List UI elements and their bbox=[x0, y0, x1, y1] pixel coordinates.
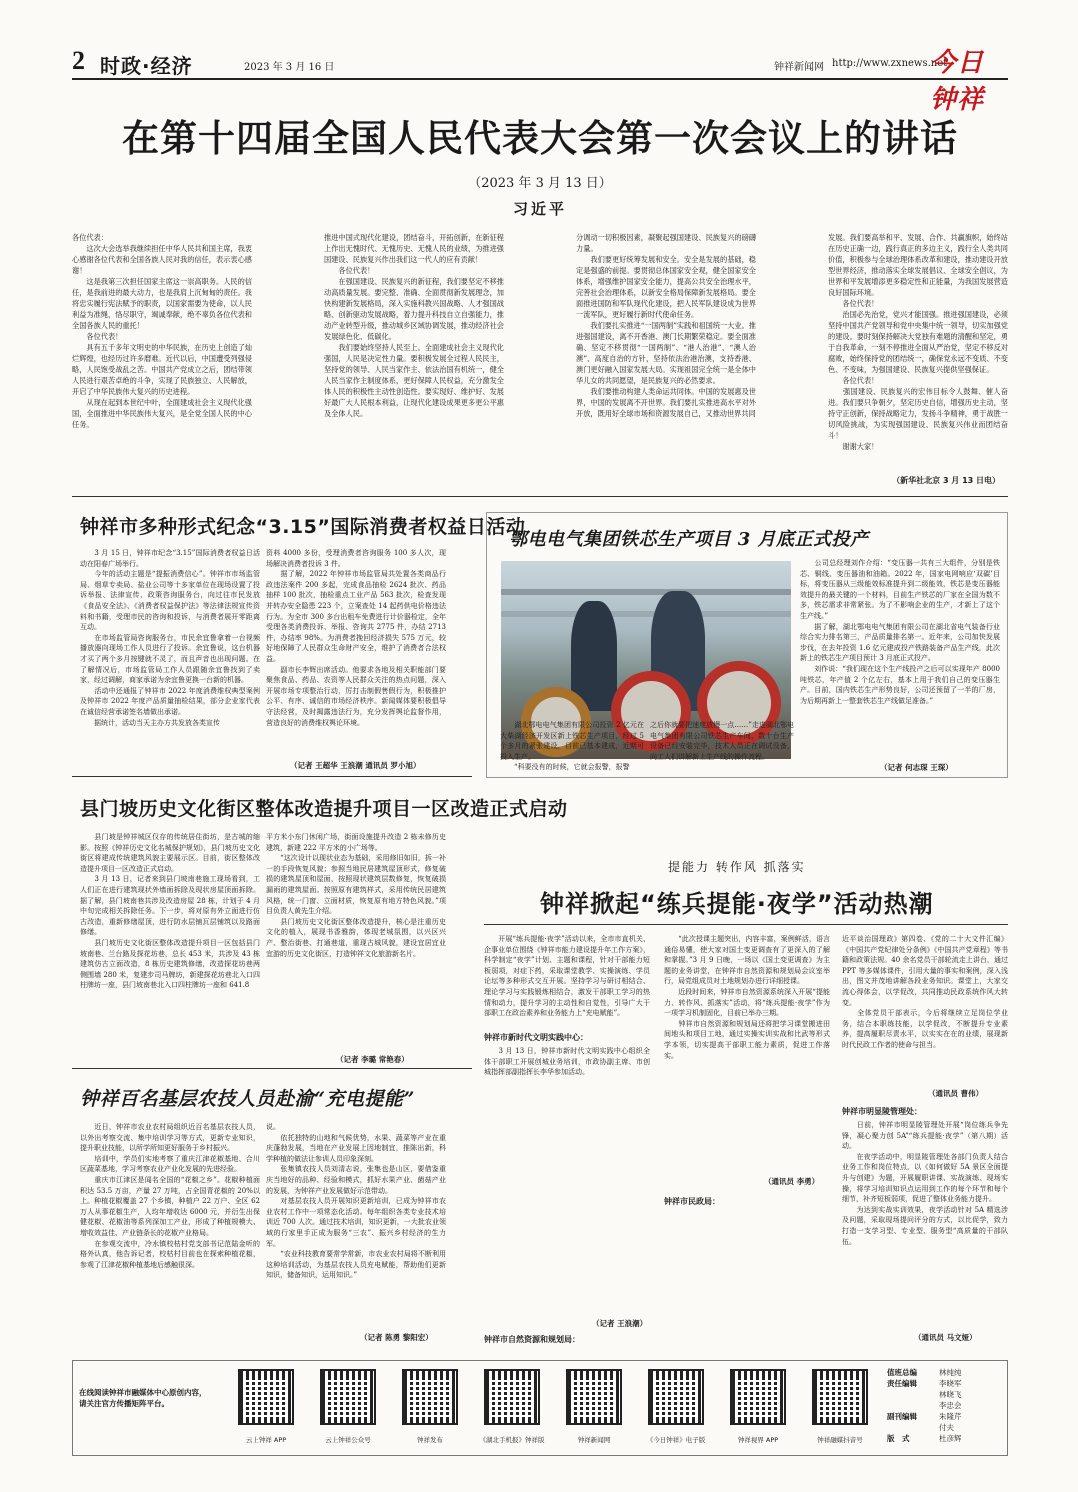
staff-row bbox=[887, 1422, 1005, 1433]
subsection-credit: （通讯员 曹伟） bbox=[928, 1089, 984, 1098]
staff-name: 李忠会 bbox=[939, 1401, 962, 1410]
masthead bbox=[72, 44, 1008, 115]
section-title: 时政·经济 bbox=[100, 54, 193, 78]
staff-list bbox=[887, 1367, 1005, 1444]
staff-row bbox=[887, 1389, 1005, 1400]
paragraph: 在夜学活动中，明显陵管理处各部门负责人结合业务工作和岗位特点，以《如何做好 5A 景区全面提升与创建》为题，开展履职讲课、实战演练、现场实操，将学习培训知识点运用到工作的每个环节和每个细节，补齐短板弱项，促进了整体业务能力提升。 bbox=[842, 1152, 1008, 1204]
paragraph: 这是我第三次担任国家主席这一崇高职务。人民的信任，是我前进的最大动力，也是我肩上沉甸甸的责任。我将忠实履行宪法赋予的职责，以国家需要为使命，以人民利益为准绳，恪尽职守，竭诚奉献，绝不辜负各位代表和全国各族人民的重托！ bbox=[72, 277, 252, 330]
paragraph: 我们要扎实推进“一国两制”实践和祖国统一大业。推进强国建设，离不开香港、澳门长期繁荣稳定。要全面准确、坚定不移贯彻“一国两制”、“港人治港”、“澳人治澳”、高度自治的方针，坚持依法治港治澳，支持香港、澳门更好融入国家发展大局。实现祖国完全统一是全体中华儿女的共同愿望，是民族复兴的必然要求。 bbox=[576, 321, 756, 385]
lead-column bbox=[828, 232, 1008, 488]
subsection-title: 钟祥市明显陵管理处： bbox=[842, 1107, 922, 1116]
lead-author: 习近平 bbox=[512, 200, 567, 218]
qr-code[interactable] bbox=[238, 1369, 294, 1425]
paragraph: 3 月 13 日，钟祥市新时代文明实践中心组织全体干部职工开展创城业务培训，市政协副主席、市创城指挥部副指挥长李华参加活动。 bbox=[484, 1047, 650, 1077]
staff-row bbox=[887, 1400, 1005, 1411]
paragraph: 在参观交流中，冷水镇校枯村党支部书记范陆金听的格外认真，他告诉记者，校枯村目前也在探索种植花椒，参观了江津花椒种植基地后感触很深。 bbox=[80, 1239, 260, 1269]
feature-column bbox=[842, 1120, 1008, 1328]
paragraph: 重庆市江津区是闻名全国的“花椒之乡”。花椒种植面积达 53.5 万亩，产量 27 万吨，占全国青花椒的 20%以上。种植花椒覆盖 27 个乡镇，种植户 22 万户、全区 62 万人从事花椒生产，人均年增收达 6000 元，并衍生出保健花椒、花椒油等系列深加工产业，形成了种植规模大、增收效益佳、产业链条长的花椒产业格局。 bbox=[80, 1175, 260, 1237]
qr-label: 钟祥新闻网 bbox=[577, 1436, 611, 1444]
paragraph: 资料 4000 多份，受理消费者咨询服务 100 多人次，现场解决消费者投诉 3 件。 bbox=[266, 549, 446, 568]
paragraph: 各位代表！ bbox=[828, 376, 879, 385]
qr-label: 钟祥融媒抖音号 bbox=[817, 1436, 863, 1444]
staff-row bbox=[887, 1378, 1005, 1389]
paragraph: 治国必先治党，党兴才能国强。推进强国建设，必须坚持中国共产党领导和党中央集中统一领导，切实加强党的建设。要时刻保持解决大党独有难题的清醒和坚定，勇于自我革命，一刻不停推进全面从严治党，坚定不移反对腐败，始终保持党的团结统一，确保党永远不变质、不变色、不变味，为强国建设、民族复兴提供坚强保证。 bbox=[828, 310, 1008, 374]
paragraph: 副市长李辉出席活动。他要求各地及相关职能部门要聚焦食品、药品、农资等人民群众关注的热点问题，深入开展市场专项整治行动，厉打击制假售假行为，积极推护公平、有序、诚信的市场经济秩序。新闻媒体要积极倡导守法经营，及时揭露违法行为，充分发挥舆论监督作用，营造良好的消费维权舆论环境。 bbox=[266, 665, 446, 727]
paragraph: 对基层农技人员开展知识更新培训，已成为钟祥市农业农村工作中一项常态化活动。每年组织各类专业技术培训近 700 人次。通过技术培训，知识更新，一大批农业领域的行家里手正成为服务“三农”、振兴乡村经济的生力军。 bbox=[266, 1197, 446, 1248]
qr-label: 钟祥发布 bbox=[417, 1436, 443, 1444]
paragraph: 县门坡是钟祥城区仅存的传统居住街坊，是古城的缩影。按照《钟祥历史文化名城保护规划》，县门坡历史文化街区将建成传统建筑风貌主要展示区。目前，街区整体改造提升项目一区改造正式启动。 bbox=[80, 833, 260, 873]
paragraph: 强国建设、民族复兴的宏伟目标令人鼓舞、催人奋进。我们要只争朝夕，坚定历史自信，增强历史主动，坚持守正创新，保持战略定力，发扬斗争精神，勇于战胜一切风险挑战，为实现强国建设、民族复兴伟业而团结奋斗！ bbox=[828, 387, 1008, 440]
paragraph: 推进中国式现代化建设，团结奋斗，开拓创新，在新征程上作出无愧时代、无愧历史、无愧人民的业绩，为推进强国建设、民族复兴作出我们这一代人的应有贡献！ bbox=[324, 233, 504, 264]
agri-column bbox=[266, 1122, 446, 1330]
subsection-credit: （通讯员 马文娅） bbox=[914, 1333, 977, 1342]
qr-code[interactable] bbox=[484, 1369, 540, 1425]
paragraph: 近平谈治国理政》第四卷、《党的二十大文件汇编》《中国共产党纪律处分条例》《中国共产党章程》等书籍和政策法规。40 余名党员干部轮流走上讲台，通过 PPT 等多媒体课件，引用大量的事实和案例，深入浅出，图文并茂地讲解各段业务知识。课堂上，大家交流心得体会，以学促改，共同推动民政系统作风大转变。 bbox=[842, 935, 1008, 1007]
staff-name: 李晓军 bbox=[939, 1379, 962, 1388]
lead-body bbox=[72, 232, 1008, 490]
lead-headline: 在第十四届全国人民代表大会第一次会议上的讲话 bbox=[122, 117, 958, 160]
paragraph: 公司总经理刘作介绍：“变压器一共有三大组件，分别是铁芯、铜线、变压器油和油箱。2022 年，国家电网响应‘双碳’目标，将变压器从三级能效标准提升到二级能效，铁芯是变压器能效提升的最关键的一个材料，目前生产铁芯的厂家在全国为数不多，铁芯需求非常紧张。为了不影响企业的生产，才新上了这个生产线。” bbox=[800, 559, 1000, 620]
staff-name: 林纯纯 bbox=[939, 1368, 962, 1377]
paragraph: 具有五千多年文明史的中华民族，在历史上创造了灿烂辉煌，也经历过许多磨难。近代以后，中国遭受列强侵略，人民饱受战乱之苦。中国共产党成立之后，团结带领人民进行艰苦卓绝的斗争，实现了民族独立、人民解放，开启了中华民族伟大复兴的历史进程。 bbox=[72, 343, 252, 396]
feature-column bbox=[664, 1210, 830, 1340]
paragraph: 平方米小东门休闲广场，街面设施提升改造 2 栋未修历史建筑，新建 222 平方米的小广场等。 bbox=[266, 833, 446, 852]
staff-row bbox=[887, 1411, 1005, 1422]
paragraph: 刘作说：“我们现在这个生产线投产之后可以实现年产 8000 吨铁芯，年产值 2 个亿左右，基本上用于我们自己的变压器生产。目前，国内铁芯生产形势良好，公司还预留了一半的厂房，为后期再新上一整套铁芯生产线做足准备。” bbox=[800, 664, 1000, 705]
paragraph: 日前，钟祥市明显陵管理处开展“岗位练兵争先锋，凝心聚力创 5A”“练兵提能·夜学”（第八期）活动。 bbox=[842, 1121, 1008, 1151]
consumer-column bbox=[80, 548, 260, 752]
divider bbox=[72, 496, 1008, 497]
heritage-credit: （记者 李璐 常艳春） bbox=[336, 1055, 409, 1064]
feature-kicker: 提能力 转作风 抓落实 bbox=[668, 860, 806, 874]
staff-name: 付夫 bbox=[939, 1423, 954, 1432]
paragraph: 各位代表： bbox=[72, 233, 108, 242]
ezhou-credit: （记者 何志琛 王琛） bbox=[880, 763, 953, 772]
lead-date-line: （2023 年 3 月 13 日） bbox=[468, 176, 612, 191]
footer-qr-panel bbox=[72, 1360, 1008, 1456]
subsection-title: 钟祥市自然资源和规划局： bbox=[484, 1335, 580, 1344]
subsection-title: 钟祥市民政局： bbox=[664, 1197, 720, 1206]
subsection-credit: （通讯员 李勇） bbox=[764, 1177, 820, 1186]
staff-name: 朱隆芹 bbox=[939, 1412, 962, 1421]
qr-label: 钟祥视界 APP bbox=[737, 1436, 779, 1444]
agri-headline: 钟祥百名基层农技人员赴渝“充电提能” bbox=[80, 1088, 415, 1110]
consumer-column bbox=[266, 548, 446, 752]
paragraph: 全体党员干部表示，今后将继续立足岗位学业务，结合本职练技能，以学促改，不断提升专业素养，提高履职尽责水平，以实实在在的业绩，展现新时代民政工作者的使命与担当。 bbox=[842, 1009, 1008, 1049]
qr-code[interactable] bbox=[730, 1369, 786, 1425]
issue-date: 2023 年 3 月 16 日 bbox=[244, 62, 335, 73]
agri-credit: （记者 陈勇 黎阳宏） bbox=[360, 1333, 433, 1342]
paragraph: 发展。我们要高举和平、发展、合作、共赢旗帜，始终站在历史正确一边，践行真正的多边主义，践行全人类共同价值，积极参与全球治理体系改革和建设，推动建设开放型世界经济，推动落实全球发展倡议、全球安全倡议，为世界和平发展增添更多稳定性和正能量，为我国发展营造良好国际环境。 bbox=[828, 233, 1008, 297]
paragraph: 3 月 13 日，记者来到县门坡南巷施工现场看到，工人们正在进行建筑现状外墙面拆除及现状房屋顶面拆除。据了解，县门坡南巷共涉及改造房屋 28 栋，计划于 4 月中旬完成相关拆除任务。下一步，将对原有外立面进行仿古改造，重新修缮屋顶，进行防水层铺瓦层铺筑以及路面修缮。 bbox=[80, 875, 260, 937]
feature-column bbox=[842, 934, 1008, 1084]
staff-role: 责任编辑 bbox=[887, 1379, 917, 1388]
qr-label: 云上钟祥 APP bbox=[245, 1436, 287, 1444]
staff-role: 副刊编辑 bbox=[887, 1412, 917, 1421]
subsection-credit: （记者 王浪潮） bbox=[592, 1319, 648, 1328]
paragraph: 据了解，湖北鄂电电气集团有限公司在湖北省电气装备行业综合实力排名第三，产品质量排名第一。近年来，公司加快发展步伐，在去年投资 1.6 亿元建成投产铁路装备产品生产线，此次新上的铁芯生产项目预计 3 月底正式投产。 bbox=[800, 622, 1000, 663]
qr-label: 《湖北手机报》钟祥版 bbox=[479, 1436, 545, 1444]
divider bbox=[72, 1068, 472, 1069]
paragraph: 之后你就要把速度放慢一点……”走进湖北鄂电电气集团有限公司铁芯生产车间，数十台生产设备已经安装完毕，技术人员正在调试设备，向工人们讲解新上生产线的操作流程。 bbox=[650, 721, 794, 761]
staff-name: 杜彦辉 bbox=[939, 1434, 962, 1443]
paragraph: 据了解，2022 年钟祥市场监管局共处置各类商品行政违法案件 200 多起，完成食品抽检 2624 批次、药品抽样 100 批次，抽检重点工业产品 563 批次，检查发现并转办安全隐患 223 个，立案查处 14 起药供电价格违法行为。为全市 300 多台出租车免费进行计价器检定，全年受理各类消费投诉、举报、咨询共 2775 件，办结 2713 件，办结率 98%。为消费者挽回经济损失 575 万元，较好地保障了人民群众生命财产安全，维护了消费者合法权益。 bbox=[266, 570, 446, 663]
footer-notice: 在线阅读钟祥市融媒体中心原创内容，请关注官方传播矩阵平台。 bbox=[79, 1388, 207, 1408]
paragraph: 说。 bbox=[266, 1123, 280, 1131]
paragraph: 县门坡历史文化街区整体改造提升项目一区包括县门坡南巷、兰台路及探花坊巷，总长 453 米，共涉及 43 栋建筑仿古立面改造，8 栋历史建筑修缮，改造探花坊巷两侧围墙 280 米，复建步司马牌坊，新建探花坊巷北入口四柱牌坊一座，县门坡南巷北入口四柱牌坊一座和 641.8 bbox=[80, 938, 260, 990]
heritage-column bbox=[266, 832, 446, 1050]
paragraph: 我们要推动构建人类命运共同体。中国的发展惠及世界，中国的发展离不开世界。我们要扎实推进高水平对外开放，既用好全球市场和资源发展自己，又推动世界共同 bbox=[576, 387, 756, 418]
qr-code[interactable] bbox=[320, 1369, 376, 1425]
feature-column bbox=[484, 1046, 650, 1316]
staff-row bbox=[887, 1433, 1005, 1444]
paragraph: 湖北鄂电电气集团有限公司投资 2 亿元在大柴湖经济开发区新上铁芯生产项目，经过 5 个多月的紧张建设，目前已基本建成，近期可投入生产。 bbox=[500, 721, 644, 761]
paragraph: 各位代表！ bbox=[72, 332, 123, 341]
paragraph: “此次授课主题突出，内容丰富，案例鲜活，语言通俗易懂，使大家对国土变更调查有了更深入的了解和掌握。”3 月 9 日晚，一场以《国土变更调查》为主题的业务讲堂，在钟祥市自然资源和规划局会议室举行，局党组成员对土地规划办进行详细授课。 bbox=[664, 935, 830, 986]
paragraph: 我们要始终坚持人民至上。全面建成社会主义现代化强国，人民是决定性力量。要积极发展全过程人民民主，坚持党的领导、人民当家作主、依法治国有机统一，健全人民当家作主制度体系，更好保障人民权益，充分激发全体人民的积极性主动性创造性。要实现好、维护好、发展好最广大人民根本利益，让现代化建设成果更多更公平惠及全体人民。 bbox=[324, 343, 504, 418]
paragraph: 我们要更好统筹发展和安全。安全是发展的基础，稳定是强盛的前提。要贯彻总体国家安全观，健全国家安全体系，增强维护国家安全能力，提高公共安全治理水平，完善社会治理体系，以新安全格局保障新发展格局。要全面推进国防和军队现代化建设，把人民军队建设成为世界一流军队，更好履行新时代使命任务。 bbox=[576, 255, 756, 319]
paragraph: 据统计，活动当天主办方共发放各类宣传 bbox=[80, 718, 220, 727]
paragraph: 各位代表！ bbox=[828, 299, 879, 308]
lead-column bbox=[72, 232, 252, 488]
heritage-headline: 县门坡历史文化街区整体改造提升项目一区改造正式启动 bbox=[80, 798, 568, 820]
site-name: 钟祥新闻网 bbox=[774, 62, 824, 73]
ezhou-caption-column bbox=[650, 720, 794, 772]
paragraph: 在强国建设、民族复兴的新征程，我们要坚定不移推动高质量发展。要完整、准确、全面贯彻新发展理念，加快构建新发展格局，深入实施科教兴国战略、人才强国战略、创新驱动发展战略，着力提升科技自立自强能力，推动产业转型升级，推动城乡区域协调发展，推动经济社会发展绿色化、低碳化。 bbox=[324, 277, 504, 341]
qr-code[interactable] bbox=[648, 1369, 704, 1425]
staff-role: 版 式 bbox=[887, 1434, 910, 1443]
paragraph: 从现在起到本世纪中叶，全面建成社会主义现代化强国，全面推进中华民族伟大复兴，是全党全国人民的中心任务。 bbox=[72, 398, 252, 429]
qr-label: 云上钟祥公众号 bbox=[325, 1436, 371, 1444]
feature-column bbox=[484, 934, 650, 1026]
paragraph: 活动中还通报了钟祥市 2022 年度消费维权典型案例及钟祥市 2022 年度产品质量抽检结果，部分企业家代表在诚信经营承诺签名墙做出承诺。 bbox=[80, 686, 260, 716]
agri-column bbox=[80, 1122, 260, 1342]
divider bbox=[484, 924, 1008, 925]
feature-column bbox=[664, 934, 830, 1170]
ezhou-headline: 鄂电电气集团铁芯生产项目 3 月底正式投产 bbox=[509, 529, 869, 550]
paragraph: 为达到实战实训效果，夜学活动针对 5A 精选涉及问题，采取现场提问评分的方式，以比促学，致力打造一支学习型、专业型、服务型“高质量的干部队伍。 bbox=[842, 1205, 1008, 1246]
paragraph: 培训中，学员们实地考察了重庆江津花椒基地、合川区蔬菜基地，学习考察农业产业化发展的先进经验。 bbox=[80, 1154, 260, 1174]
paragraph: 钟祥市自然资源和规划局还将把学习课堂搬进田间地头和项目工地，通过实操实训实战和比武等形式学本领，切实提高干部职工能力素质，促进工作落实。 bbox=[664, 1019, 830, 1060]
lead-column bbox=[576, 232, 756, 488]
paragraph: 依托独特的山地和气候优势，水果、蔬菜等产业在重庆蓬勃发展，当地在产业发展上因地制宜，推陈出新，科学种植的做法让参训人员印象深刻。 bbox=[266, 1133, 446, 1163]
newspaper-logo: 今日钟祥 bbox=[930, 48, 985, 115]
lead-signature: （新华社北京 3 月 13 日电） bbox=[892, 476, 1000, 485]
consumer-credit: （记者 王超华 王浪潮 通讯员 罗小旭） bbox=[290, 761, 421, 770]
paragraph: 县门坡历史文化街区整体改造提升，核心是注重历史文化的植入，展现书香雅韵，体现老城氛围，以兴区兴产、整治街巷、打通巷道，重现古城风貌，建设宜居宜业宜游的历史文化街区，打造钟祥文化旅游新名片。 bbox=[266, 917, 446, 958]
paragraph: 今年的活动主题是“提振消费信心”。钟祥市市场监管局、烟草专卖局、盐业公司等十多家单位在现场设置了投诉举报、法律宣传、政策咨询服务台，向过往市民发放《食品安全法》、《消费者权益保护法》等法律法规宣传资料和书籍，受理市民的咨询和投诉，与消费者展开零距离互动。 bbox=[80, 570, 260, 632]
paragraph: 张集镇农技人员刘清志说，张集也是山区，要借鉴重庆当地好的品种、经验和模式，抓好水果产业、菌菇产业的发展，为钟祥产业发展做好示范带动。 bbox=[266, 1165, 446, 1195]
paragraph: “这次设计以现状业态为基础，采用修旧如旧，拆一补一的手段恢复风貌；参照当地民居建筑屋顶形式，修复破损的建筑屋顶和屋面，按照现状建筑层数修复，恢复破损漏雨的建筑屋面。按照原有建筑样式，采用传统民居建筑风格，统一门窗、立面材质，恢复原有地方特色风貌。”项目负责人黄先生介绍。 bbox=[266, 854, 446, 916]
qr-code[interactable] bbox=[812, 1369, 868, 1425]
site-url[interactable]: http://www.zxnews.net bbox=[832, 58, 948, 69]
consumer-headline: 钟祥市多种形式纪念“3.15”国际消费者权益日活动 bbox=[80, 516, 526, 538]
staff-name: 林晓飞 bbox=[939, 1390, 962, 1399]
paragraph: 3 月 15 日，钟祥市纪念“3.15”国际消费者权益日活动在阳春广场举行。 bbox=[80, 549, 260, 568]
paragraph: 近段时间来，钟祥市自然资源系统深入开展“提能力、转作风、抓落实”活动，将“练兵提能·夜学”作为一项学习机制固化，目前已举办三期。 bbox=[664, 987, 830, 1018]
feature-headline: 钟祥掀起“练兵提能·夜学”活动热潮 bbox=[540, 890, 934, 918]
lead-column bbox=[324, 232, 504, 488]
paragraph: “农业科技教育要常学常新，市农业农村局将不断利用这种培训活动，为基层农技人员充电赋能，帮助他们更新知识，储备知识，运用知识。” bbox=[266, 1250, 446, 1280]
paragraph: 谢谢大家！ bbox=[828, 442, 879, 451]
page-number: 2 bbox=[72, 46, 85, 75]
paragraph: 近日，钟祥市农业农村局组织近百名基层农技人员，以外出考察交流、集中培训学习等方式，更新专业知识，提升职业技能，以所学所知更好服务于乡村振兴。 bbox=[80, 1123, 260, 1153]
qr-code[interactable] bbox=[566, 1369, 622, 1425]
staff-row bbox=[887, 1367, 1005, 1378]
subsection-title: 钟祥市新时代文明实践中心： bbox=[484, 1033, 588, 1042]
paragraph: 开展“练兵提能·夜学”活动以来，全市市直机关、企事业单位围绕《钟祥市能力建设提升年工作方案》，科学制定“夜学”计划、主题和课程，针对干部能力短板弱项，对症下药，采取课堂教学、实操演练、学员论坛等多种形式交互开展。坚持学习与研讨相结合、理论学习与实践锻炼相结合，激发干部职工学习的热情和动力，提升学习的主动性和自觉性，引导广大干部职工在政治素养和业务能力上“充电赋能”。 bbox=[484, 935, 650, 1018]
ezhou-caption-column bbox=[500, 720, 644, 772]
paragraph: 在市场监管局咨询服务台，市民余宜鲁拿着一台视频播放器向现场工作人员进行了投诉。余宜鲁说，这台机器才买了两个多月按键就不灵了，而且声音也出现问题。在了解情况后，市场监管局工作人员跟随余宜鲁找到了卖家，经过调解，商家承诺为余宜鲁更换一台新的机器。 bbox=[80, 633, 260, 685]
qr-code[interactable] bbox=[402, 1369, 458, 1425]
ezhou-body bbox=[800, 558, 1000, 754]
qr-label: 《今日钟祥》电子版 bbox=[646, 1436, 706, 1444]
staff-role: 值班总编 bbox=[887, 1368, 917, 1377]
paragraph: “科要没有的时候，它就会报警，报警 bbox=[500, 763, 630, 772]
paragraph: 分调动一切积极因素，凝聚起强国建设、民族复兴的磅礴力量。 bbox=[576, 233, 756, 253]
paragraph: 各位代表！ bbox=[324, 266, 375, 275]
paragraph: 这次大会选举我继续担任中华人民共和国主席，我衷心感谢各位代表和全国各族人民对我的信任，表示衷心感谢！ bbox=[72, 244, 252, 275]
heritage-column bbox=[80, 832, 260, 1050]
divider bbox=[72, 776, 472, 777]
